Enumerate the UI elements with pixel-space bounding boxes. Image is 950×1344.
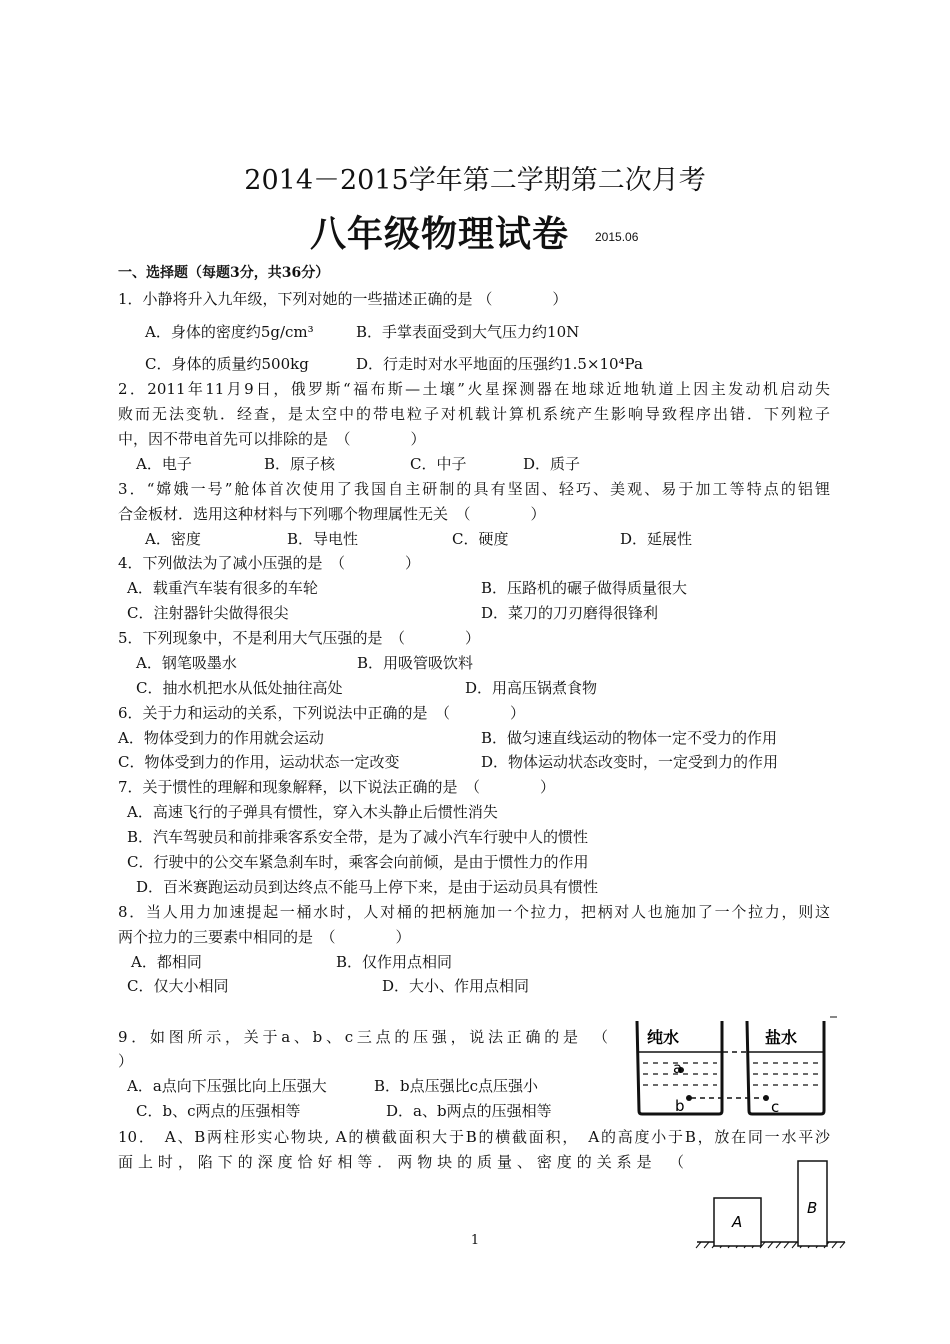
q3-option-a: A．密度 xyxy=(145,530,201,548)
q5-option-d: D．用高压锅煮食物 xyxy=(465,679,598,697)
q8-option-d: D．大小、作用点相同 xyxy=(382,977,530,995)
q2-option-a: A．电子 xyxy=(136,455,192,473)
exam-title: 2014－2015学年第二学期第二次月考 xyxy=(244,165,706,196)
q5-stem: 5．下列现象中，不是利用大气压强的是 （ ） xyxy=(118,629,481,647)
exam-date: 2015.06 xyxy=(595,230,639,244)
q9-option-d: D．a、b两点的压强相等 xyxy=(386,1102,552,1120)
q1-option-b: B．手掌表面受到大气压力约10N xyxy=(356,323,580,341)
q1-option-c: C．身体的质量约500kg xyxy=(145,355,309,373)
q2-stem-line1: 2．2011年11月9日，俄罗斯“福布斯—土壤”火星探测器在地球近地轨道上因主发动机启动失 xyxy=(118,380,830,398)
q1-option-d: D．行走时对水平地面的压强约1.5×10⁴Pa xyxy=(356,355,643,373)
q2-stem-line3: 中，因不带电首先可以排除的是 （ ） xyxy=(118,430,426,448)
q8-option-c: C．仅大小相同 xyxy=(127,977,229,995)
q7-option-c: C．行驶中的公交车紧急刹车时，乘客会向前倾，是由于惯性力的作用 xyxy=(127,853,589,871)
q4-option-b: B．压路机的碾子做得质量很大 xyxy=(481,579,688,597)
q10-stem-line1: 10． A、B两柱形实心物块, A的横截面积大于B的横截面积， A的高度小于B，放在同一水平沙 xyxy=(118,1128,830,1146)
q3-stem-line2: 合金板材．选用这种材料与下列哪个物理属性无关 （ ） xyxy=(118,505,546,523)
q8-stem-line1: 8．当人用力加速提起一桶水时，人对桶的把柄施加一个拉力，把柄对人也施加了一个拉力，则这 xyxy=(118,903,830,921)
q5-option-c: C．抽水机把水从低处抽往高处 xyxy=(136,679,343,697)
q5-option-b: B．用吸管吸饮料 xyxy=(357,654,474,672)
q7-stem: 7．关于惯性的理解和现象解释，以下说法正确的是 （ ） xyxy=(118,778,556,796)
q8-option-a: A．都相同 xyxy=(131,953,202,971)
q6-option-c: C．物体受到力的作用，运动状态一定改变 xyxy=(118,753,400,771)
point-c-label: c xyxy=(771,1098,780,1116)
pure-water-label: 纯水 xyxy=(647,1028,680,1047)
q2-option-c: C．中子 xyxy=(410,455,467,473)
q10-stem-line2: 面上时，陷下的深度恰好相等．两物块的质量、密度的关系是 （ xyxy=(118,1153,684,1171)
paper-title: 八年级物理试卷 xyxy=(310,214,570,255)
q3-option-c: C．硬度 xyxy=(452,530,509,548)
q2-option-b: B．原子核 xyxy=(264,455,336,473)
q4-option-c: C．注射器针尖做得很尖 xyxy=(127,604,289,622)
point-a-label: a xyxy=(673,1059,683,1077)
block-b-label: B xyxy=(807,1199,818,1217)
q7-option-a: A．高速飞行的子弹具有惯性，穿入木头静止后惯性消失 xyxy=(127,803,498,821)
q6-option-a: A．物体受到力的作用就会运动 xyxy=(118,729,324,747)
q6-option-b: B．做匀速直线运动的物体一定不受力的作用 xyxy=(481,729,778,747)
q1-stem: 1．小静将升入九年级，下列对她的一些描述正确的是 （ ） xyxy=(118,290,568,308)
q4-option-a: A．载重汽车装有很多的车轮 xyxy=(127,579,318,597)
q9-stem-line1: 9．如图所示，关于a、b、c三点的压强，说法正确的是 （ xyxy=(118,1028,608,1046)
q6-stem: 6．关于力和运动的关系，下列说法中正确的是 （ ） xyxy=(118,704,526,722)
q4-stem: 4．下列做法为了减小压强的是 （ ） xyxy=(118,554,421,572)
q8-stem-line2: 两个拉力的三要素中相同的是 （ ） xyxy=(118,928,411,946)
beaker-figure xyxy=(625,1015,845,1120)
q7-option-b: B．汽车驾驶员和前排乘客系安全带，是为了减小汽车行驶中人的惯性 xyxy=(127,828,589,846)
q7-option-d: D．百米赛跑运动员到达终点不能马上停下来，是由于运动员具有惯性 xyxy=(136,878,599,896)
q9-option-b: B．b点压强比c点压强小 xyxy=(374,1077,539,1095)
q4-option-d: D．菜刀的刀刃磨得很锋利 xyxy=(481,604,659,622)
q9-option-c: C．b、c两点的压强相等 xyxy=(136,1102,301,1120)
q9-option-a: A．a点向下压强比向上压强大 xyxy=(127,1077,327,1095)
q3-option-d: D．延展性 xyxy=(620,530,693,548)
q5-option-a: A．钢笔吸墨水 xyxy=(136,654,237,672)
section-heading: 一、选择题（每题3分，共36分） xyxy=(118,265,330,281)
page-number: 1 xyxy=(470,1233,480,1248)
q9-stem-line2: ） xyxy=(118,1052,134,1070)
q3-stem-line1: 3．“嫦娥一号”舱体首次使用了我国自主研制的具有坚固、轻巧、美观、易于加工等特点的铝锂 xyxy=(118,480,830,498)
block-a-label: A xyxy=(732,1213,743,1231)
q2-stem-line2: 败而无法变轨．经查，是太空中的带电粒子对机载计算机系统产生影响导致程序出错．下列粒子 xyxy=(118,405,830,423)
q8-option-b: B．仅作用点相同 xyxy=(336,953,453,971)
salt-water-label: 盐水 xyxy=(765,1028,798,1047)
q3-option-b: B．导电性 xyxy=(287,530,359,548)
q1-option-a: A．身体的密度约5g/cm³ xyxy=(145,323,314,341)
q2-option-d: D．质子 xyxy=(523,455,581,473)
point-b-label: b xyxy=(675,1097,685,1115)
q6-option-d: D．物体运动状态改变时，一定受到力的作用 xyxy=(481,753,779,771)
